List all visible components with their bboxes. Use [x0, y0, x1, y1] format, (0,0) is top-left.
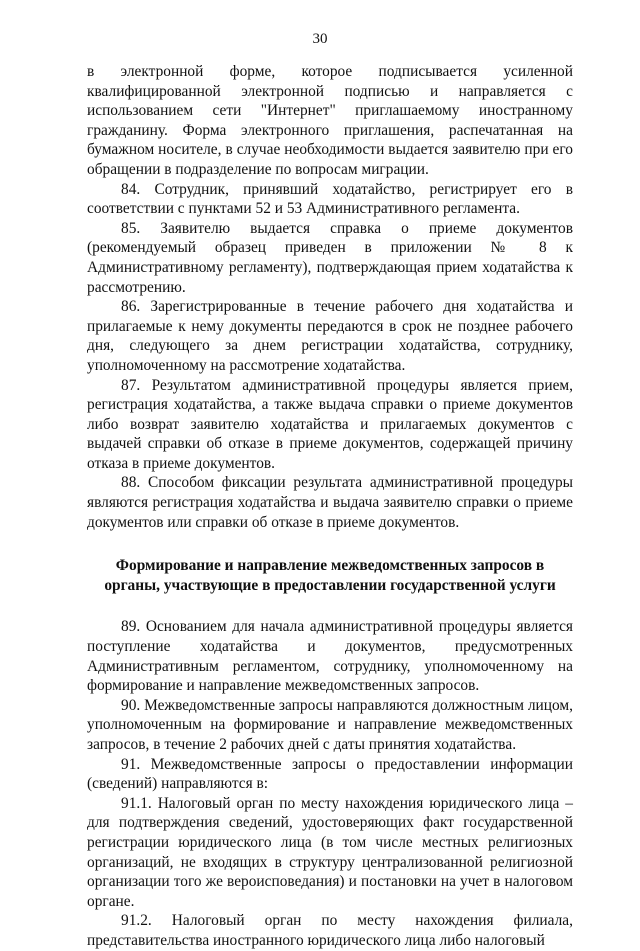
paragraph-91: 91. Межведомственные запросы о предоставлении информации (сведений) направляются в:: [87, 755, 573, 793]
paragraph-91-2: 91.2. Налоговый орган по месту нахождения филиала, представительства иностранного юридического лица либо налоговый: [87, 912, 573, 949]
paragraph-continuation: в электронной форме, которое подписывается усиленной квалифицированной электронной подписью и направляется с использованием сети "Интернет" приглашаемому иностранному гражданину. Форма электронного приглашения, распечатанная на бумажном носителе, в случае необходимости выдается заявителю при его обращении в подразделение по вопросам миграции.: [87, 63, 573, 178]
paragraph-90: 90. Межведомственные запросы направляются должностным лицом, уполномоченным на формирование и направление межведомственных запросов, в течение 2 рабочих дней с даты принятия ходатайства.: [87, 696, 573, 753]
paragraph-87: 87. Результатом административной процедуры является прием, регистрация ходатайства, а также выдача справки о приеме документов либо возврат заявителю ходатайства и прилагаемых документов с выдачей справки об отказе в приеме документов, содержащей причину отказа в приеме документов.: [87, 376, 573, 472]
paragraph-85: 85. Заявителю выдается справка о приеме документов (рекомендуемый образец приведен в приложении № 8 к Административному регламенту), подтверждающая прием ходатайства к рассмотрению.: [87, 219, 573, 296]
document-body: [87, 62, 573, 951]
paragraph-88: 88. Способом фиксации результата административной процедуры являются регистрация ходатайства и выдача заявителю справки о приеме документов или справки об отказе в приеме документов.: [87, 474, 573, 531]
paragraph-84: 84. Сотрудник, принявший ходатайство, регистрирует его в соответствии с пунктами 52 и 53 Административного регламента.: [87, 180, 573, 218]
paragraph-86: 86. Зарегистрированные в течение рабочего дня ходатайства и прилагаемые к нему документы передаются в срок не позднее рабочего дня, следующего за днем регистрации ходатайства, сотруднику, уполномоченному на рассмотрение ходатайства.: [87, 298, 573, 374]
paragraph-89: 89. Основанием для начала административной процедуры является поступление ходатайства и документов, предусмотренных Административным регламентом, сотруднику, уполномоченному на формирование и направление межведомственных запросов.: [87, 618, 573, 695]
paragraph-91-1: 91.1. Налоговый орган по месту нахождения юридического лица – для подтверждения сведений, удостоверяющих факт государственной регистрации юридического лица (в том числе местных религиозных организаций, не входящих в структуру централизованной религиозной организации того же вероисповедания) и постановки на учет в налоговом органе.: [87, 794, 573, 910]
page-number: 30: [312, 31, 328, 47]
section-heading: Формирование и направление межведомственных запросов в органы, участвующие в предоставлении государственной услуги: [104, 557, 556, 594]
